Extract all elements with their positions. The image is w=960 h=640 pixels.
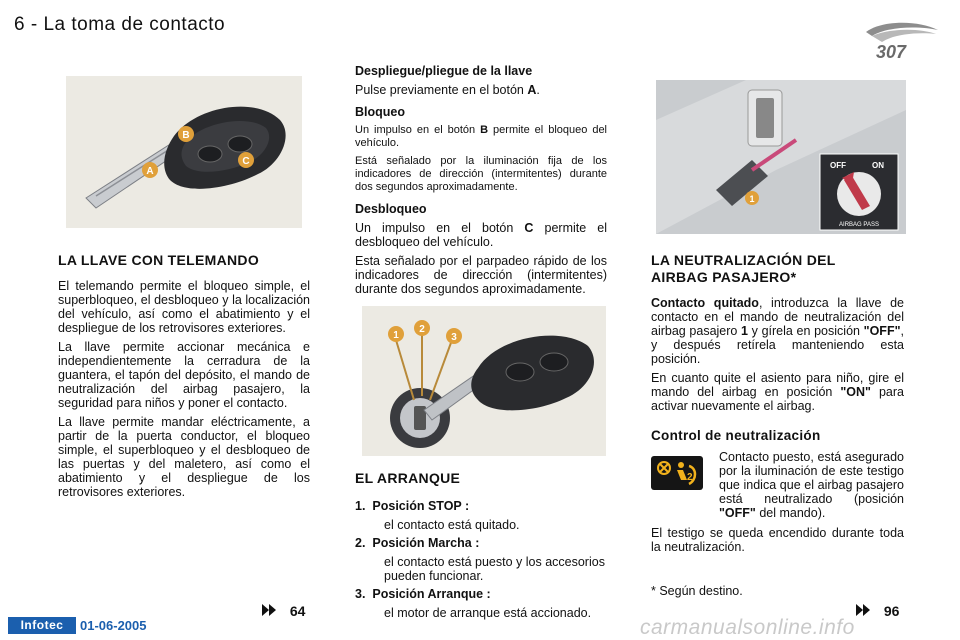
heading-control: Control de neutralización (651, 428, 821, 443)
list-item: 3. Posición Arranque : el motor de arranque está accionado. (355, 587, 592, 620)
paragraph: El telemando permite el bloqueo simple, el superbloqueo, el desbloqueo y la localización del vehículo, así como el abatimiento y el despliegue de los retrovisores exteriores. (58, 279, 310, 335)
label-a: A (146, 166, 154, 177)
key-figure (66, 76, 302, 228)
paragraph: Está señalado por la iluminación fija de los indicadores de dirección (intermitentes) durante dos segundos aproximadamente. (355, 155, 607, 193)
ignition-figure (362, 306, 606, 456)
airbag-pass-caption: AIRBAG PASS (839, 222, 879, 228)
svg-text:2: 2 (687, 472, 693, 483)
paragraph: La llave permite accionar mecánica e independientemente la cerradura de la guantera, el tapón del depósito, el mando de neutralización del airbag pasajero, la seguridad para niños y poner el contacto. (58, 340, 310, 410)
heading-bloqueo: Bloqueo (355, 105, 405, 119)
control-block (651, 450, 904, 520)
paragraph: En cuanto quite el asiento para niño, gire el mando del airbag en posición "ON" para activar nuevamente el airbag. (651, 371, 904, 413)
svg-text:307: 307 (876, 42, 907, 62)
peugeot-307-logo (842, 18, 950, 68)
label-b: B (182, 130, 190, 141)
paragraph: Pulse previamente en el botón A. (355, 83, 540, 97)
paragraph: Un impulso en el botón C permite el desbloqueo del vehículo. (355, 221, 607, 249)
paragraph: La llave permite mandar eléctricamente, a partir de la puerta conductor, el bloqueo simple, el superbloqueo y el desbloqueo de las puertas y del maletero, así como el abatimiento y el despliegue de los retrovisores exteriores. (58, 415, 310, 499)
edition-date: 01-06-2005 (80, 618, 147, 633)
arranque-section (355, 470, 607, 624)
off-label: OFF (830, 161, 846, 170)
page-title: 6 - La toma de contacto (14, 14, 226, 35)
paragraph: El testigo se queda encendido durante toda la neutralización. (651, 526, 904, 554)
fast-forward-icon (856, 604, 870, 616)
heading-despliegue: Despliegue/pliegue de la llave (355, 64, 533, 78)
heading-desbloqueo: Desbloqueo (355, 202, 427, 216)
list-item: 2. Posición Marcha : el contacto está puesto y los accesorios pueden funcionar. (355, 536, 605, 583)
label-1-airbag: 1 (749, 194, 755, 204)
label-c: C (242, 156, 250, 167)
label-1: 1 (393, 330, 399, 341)
watermark: carmanualsonline.info (640, 616, 855, 639)
page-link-96[interactable]: 96 (856, 603, 899, 619)
page-link-64[interactable]: 64 (262, 603, 305, 619)
arranque-list (355, 499, 607, 620)
paragraph: Contacto quitado, introduzca la llave de contacto en el mando de neutralización del airbag pasajero 1 y gírela en posición "OFF", y después retírela manteniendo esta posición. (651, 296, 904, 366)
label-3: 3 (451, 332, 457, 343)
airbag-switch-figure (656, 80, 906, 234)
paragraph: Contacto puesto, está asegurado por la iluminación de este testigo que indica que el airbag pasajero está neutralizado (posición "OFF" del mando). (719, 450, 904, 520)
on-label: ON (872, 161, 884, 170)
list-item: 1. Posición STOP : el contacto está quitado. (355, 499, 520, 532)
paragraph: Un impulso en el botón B permite el bloqueo del vehículo. (355, 124, 608, 149)
fast-forward-icon (262, 604, 276, 616)
section-title-key: LA LLAVE CON TELEMANDO (58, 252, 260, 268)
label-2: 2 (419, 324, 425, 335)
airbag-off-warning-icon (651, 456, 703, 490)
right-column (651, 252, 904, 559)
section-title-airbag: LA NEUTRALIZACIÓN DEL AIRBAG PASAJERO* (651, 252, 836, 285)
left-column (58, 252, 310, 504)
section-title-arranque: EL ARRANQUE (355, 470, 461, 486)
paragraph: Esta señalado por el parpadeo rápido de los indicadores de dirección (intermitentes) durante dos segundos aproximadamente. (355, 254, 607, 296)
infotec-badge: Infotec (8, 617, 76, 634)
footnote: * Según destino. (651, 584, 743, 598)
middle-column (355, 64, 607, 301)
